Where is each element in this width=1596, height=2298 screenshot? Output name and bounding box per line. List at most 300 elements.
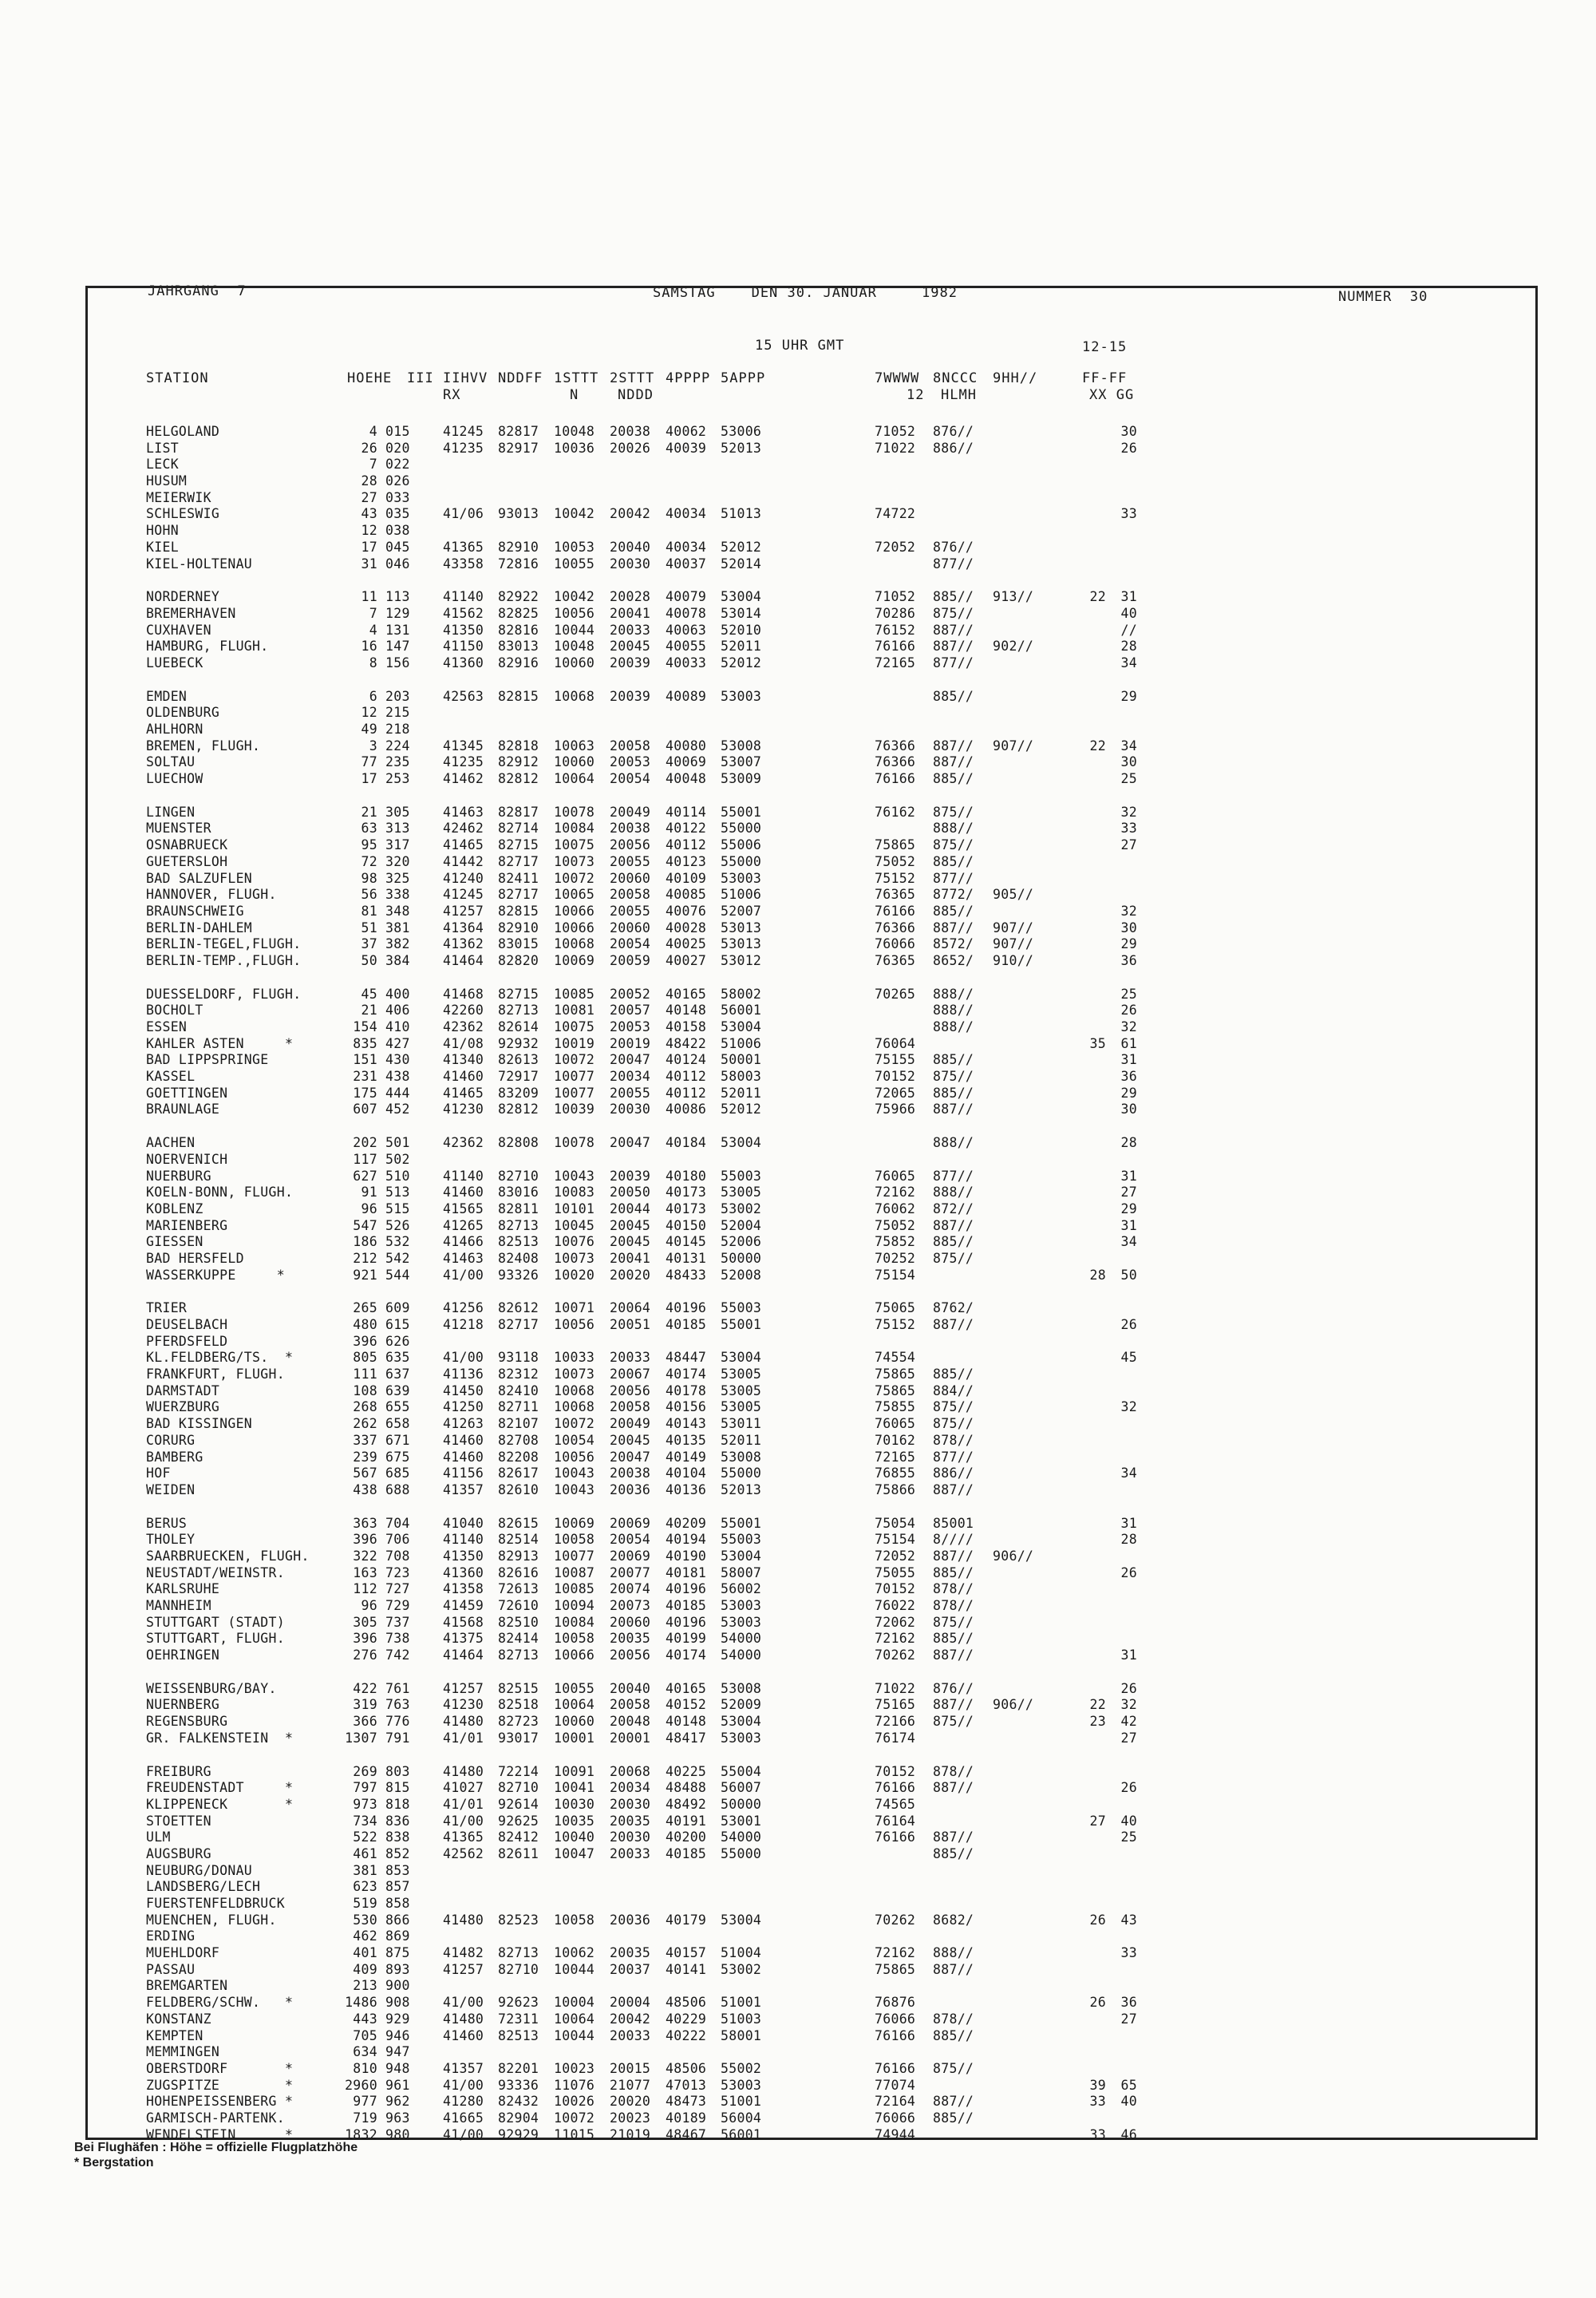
cell-nccc: 887// <box>933 1102 974 1117</box>
cell-iii: 818 <box>385 1796 410 1812</box>
cell-nddff: 82518 <box>498 1697 539 1713</box>
cell-appp: 53001 <box>721 1813 762 1829</box>
cell-iii: 382 <box>385 936 410 952</box>
cell-station-name: LUECHOW <box>146 771 203 787</box>
cell-pppp: 40033 <box>666 655 707 670</box>
cell-sttt1: 10056 <box>554 1449 595 1465</box>
cell-pppp: 40145 <box>666 1234 707 1250</box>
cell-wwww: 75866 <box>875 1481 916 1497</box>
cell-iii: 869 <box>385 1928 410 1944</box>
cell-pppp: 48447 <box>666 1350 707 1366</box>
cell-iihvv: 41/00 <box>443 1267 484 1283</box>
cell-appp: 53012 <box>721 952 762 968</box>
cell-appp: 52011 <box>721 1432 762 1448</box>
cell-nddff: 82611 <box>498 1845 539 1861</box>
cell-iihvv: 41156 <box>443 1465 484 1481</box>
range-label: 12-15 <box>1082 339 1128 355</box>
cell-hoehe: 163 <box>353 1564 377 1580</box>
cell-sttt1: 10084 <box>554 821 595 837</box>
cell-ff1: 35 <box>1089 1035 1106 1051</box>
cell-sttt2: 20001 <box>610 1730 651 1746</box>
cell-wwww: 70262 <box>875 1912 916 1928</box>
cell-iii: 655 <box>385 1399 410 1415</box>
cell-iii: 857 <box>385 1879 410 1895</box>
cell-sttt1: 10075 <box>554 837 595 853</box>
cell-sttt2: 21019 <box>610 2126 651 2142</box>
cell-pppp: 40196 <box>666 1300 707 1316</box>
cell-hoehe: 627 <box>353 1168 377 1184</box>
cell-iii: 963 <box>385 2110 410 2126</box>
cell-hoehe: 91 <box>361 1185 377 1200</box>
col-1sttt: 1STTT <box>554 370 599 386</box>
cell-sttt1: 10044 <box>554 622 595 638</box>
cell-nccc: 877// <box>933 870 974 886</box>
cell-hoehe: 7 <box>369 605 377 621</box>
cell-nddff: 82208 <box>498 1449 539 1465</box>
cell-sttt2: 20047 <box>610 1135 651 1151</box>
cell-nddff: 82510 <box>498 1614 539 1630</box>
cell-iihvv: 41136 <box>443 1367 484 1382</box>
cell-appp: 53003 <box>721 1730 762 1746</box>
cell-wwww: 74944 <box>875 2126 916 2142</box>
cell-station-name: PASSAU <box>146 1961 196 1977</box>
cell-station-name: HOF <box>146 1465 171 1481</box>
cell-ff2: 29 <box>1120 1200 1137 1216</box>
cell-iii: 033 <box>385 489 410 505</box>
cell-appp: 52007 <box>721 903 762 919</box>
cell-appp: 52010 <box>721 622 762 638</box>
cell-nccc: 875// <box>933 1399 974 1415</box>
cell-nddff: 93017 <box>498 1730 539 1746</box>
cell-hoehe: 530 <box>353 1912 377 1928</box>
cell-iihvv: 41460 <box>443 1432 484 1448</box>
cell-sttt1: 10060 <box>554 754 595 770</box>
cell-station-name: MARIENBERG <box>146 1217 228 1233</box>
cell-iii: 737 <box>385 1614 410 1630</box>
cell-appp: 53003 <box>721 2077 762 2093</box>
footnote-airport: Bei Flughäfen : Höhe = offizielle Flugplatzhöhe <box>74 2141 358 2154</box>
cell-hh: 907// <box>993 936 1034 952</box>
cell-nddff: 82717 <box>498 853 539 869</box>
cell-iii: 708 <box>385 1548 410 1564</box>
cell-wwww: 77074 <box>875 2077 916 2093</box>
cell-appp: 53004 <box>721 1019 762 1034</box>
cell-ff2: 30 <box>1120 920 1137 935</box>
cell-wwww: 74565 <box>875 1796 916 1812</box>
cell-pppp: 40112 <box>666 837 707 853</box>
cell-sttt1: 10065 <box>554 887 595 903</box>
cell-iii: 738 <box>385 1631 410 1647</box>
col-4pppp: 4PPPP <box>666 370 711 386</box>
cell-hoehe: 45 <box>361 986 377 1002</box>
cell-hoehe: 265 <box>353 1300 377 1316</box>
cell-appp: 53009 <box>721 771 762 787</box>
cell-sttt1: 10075 <box>554 1019 595 1034</box>
cell-nccc: 877// <box>933 655 974 670</box>
cell-hoehe: 108 <box>353 1382 377 1398</box>
col-n: N <box>570 387 579 403</box>
cell-wwww: 76166 <box>875 639 916 655</box>
cell-ff1: 23 <box>1089 1714 1106 1730</box>
cell-sttt2: 20030 <box>610 556 651 572</box>
cell-nccc: 885// <box>933 1234 974 1250</box>
cell-nccc: 875// <box>933 1069 974 1085</box>
cell-iihvv: 42362 <box>443 1135 484 1151</box>
cell-nddff: 82410 <box>498 1382 539 1398</box>
cell-iii: 761 <box>385 1680 410 1696</box>
cell-pppp: 40148 <box>666 1714 707 1730</box>
cell-hoehe: 1307 <box>345 1730 377 1746</box>
cell-hoehe: 63 <box>361 821 377 837</box>
cell-nddff: 93336 <box>498 2077 539 2093</box>
cell-pppp: 40174 <box>666 1367 707 1382</box>
cell-sttt1: 10064 <box>554 1697 595 1713</box>
cell-pppp: 40189 <box>666 2110 707 2126</box>
cell-iii: 338 <box>385 887 410 903</box>
cell-iihvv: 41/00 <box>443 2126 484 2142</box>
cell-nccc: 872// <box>933 1200 974 1216</box>
cell-nccc: 85001 <box>933 1515 974 1531</box>
cell-hoehe: 28 <box>361 473 377 489</box>
cell-sttt1: 10058 <box>554 1532 595 1548</box>
cell-nddff: 82312 <box>498 1367 539 1382</box>
cell-sttt2: 20034 <box>610 1780 651 1796</box>
cell-sttt1: 10047 <box>554 1845 595 1861</box>
cell-sttt1: 10068 <box>554 688 595 704</box>
cell-sttt1: 10039 <box>554 1102 595 1117</box>
cell-hoehe: 396 <box>353 1631 377 1647</box>
cell-nddff: 82523 <box>498 1912 539 1928</box>
cell-iii: 609 <box>385 1300 410 1316</box>
cell-station-name: STUTTGART, FLUGH. <box>146 1631 285 1647</box>
cell-wwww: 70162 <box>875 1432 916 1448</box>
cell-iii: 729 <box>385 1598 410 1613</box>
cell-appp: 55003 <box>721 1168 762 1184</box>
cell-sttt1: 10023 <box>554 2060 595 2076</box>
cell-iihvv: 41245 <box>443 887 484 903</box>
cell-hh: 905// <box>993 887 1034 903</box>
cell-nccc: 885// <box>933 589 974 605</box>
cell-wwww: 76855 <box>875 1465 916 1481</box>
cell-iii: 639 <box>385 1382 410 1398</box>
cell-iii: 015 <box>385 424 410 439</box>
cell-station-name: BERLIN-TEGEL,FLUGH. <box>146 936 302 952</box>
cell-sttt1: 10066 <box>554 1647 595 1663</box>
cell-station-name: NOERVENICH <box>146 1151 228 1167</box>
cell-nddff: 72613 <box>498 1581 539 1597</box>
cell-hoehe: 461 <box>353 1845 377 1861</box>
cell-station-name: TRIER <box>146 1300 188 1316</box>
cell-iii: 400 <box>385 986 410 1002</box>
cell-hoehe: 212 <box>353 1250 377 1266</box>
cell-station-name: AHLHORN <box>146 722 203 737</box>
cell-nddff: 83015 <box>498 936 539 952</box>
cell-nccc: 875// <box>933 1614 974 1630</box>
cell-nccc: 885// <box>933 1367 974 1382</box>
cell-nccc: 885// <box>933 1631 974 1647</box>
cell-pppp: 40114 <box>666 804 707 820</box>
cell-iihvv: 41/00 <box>443 1350 484 1366</box>
cell-sttt2: 20058 <box>610 887 651 903</box>
cell-iii: 438 <box>385 1069 410 1085</box>
cell-hoehe: 462 <box>353 1928 377 1944</box>
cell-iihvv: 41480 <box>443 1714 484 1730</box>
cell-station-name: CUXHAVEN <box>146 622 211 638</box>
cell-iihvv: 42260 <box>443 1003 484 1018</box>
cell-nddff: 82614 <box>498 1019 539 1034</box>
cell-appp: 52011 <box>721 639 762 655</box>
cell-station-name: MEMMINGEN <box>146 2044 220 2060</box>
col-nddd: NDDD <box>618 387 654 403</box>
cell-nccc: 888// <box>933 1945 974 1961</box>
cell-wwww: 75052 <box>875 853 916 869</box>
cell-station-name: MUENCHEN, FLUGH. <box>146 1912 277 1928</box>
cell-pppp: 47013 <box>666 2077 707 2093</box>
cell-iihvv: 41465 <box>443 837 484 853</box>
cell-nccc: 875// <box>933 1714 974 1730</box>
cell-sttt2: 20042 <box>610 2011 651 2027</box>
cell-sttt2: 20038 <box>610 424 651 439</box>
cell-nddff: 82811 <box>498 1200 539 1216</box>
cell-sttt2: 20055 <box>610 853 651 869</box>
cell-station-name: BERUS <box>146 1515 188 1531</box>
cell-sttt1: 10076 <box>554 1234 595 1250</box>
cell-appp: 53005 <box>721 1382 762 1398</box>
cell-ff2: 33 <box>1120 821 1137 837</box>
cell-iihvv: 41466 <box>443 1234 484 1250</box>
cell-nddff: 92932 <box>498 1035 539 1051</box>
cell-pppp: 48506 <box>666 2060 707 2076</box>
cell-wwww: 75052 <box>875 1217 916 1233</box>
cell-wwww: 76164 <box>875 1813 916 1829</box>
cell-ff2: 28 <box>1120 1532 1137 1548</box>
cell-iii: 526 <box>385 1217 410 1233</box>
cell-hoehe: 705 <box>353 2027 377 2043</box>
cell-ff2: 28 <box>1120 639 1137 655</box>
cell-wwww: 75154 <box>875 1267 916 1283</box>
cell-iii: 129 <box>385 605 410 621</box>
cell-appp: 52009 <box>721 1697 762 1713</box>
cell-wwww: 76062 <box>875 1200 916 1216</box>
cell-iii: 671 <box>385 1432 410 1448</box>
cell-hoehe: 305 <box>353 1614 377 1630</box>
cell-sttt1: 10040 <box>554 1829 595 1845</box>
cell-pppp: 40229 <box>666 2011 707 2027</box>
cell-appp: 51006 <box>721 1035 762 1051</box>
cell-iihvv: 41/06 <box>443 506 484 522</box>
cell-hoehe: 72 <box>361 853 377 869</box>
cell-nddff: 82910 <box>498 539 539 555</box>
cell-pppp: 40190 <box>666 1548 707 1564</box>
cell-iihvv: 41365 <box>443 1829 484 1845</box>
cell-station-name: SCHLESWIG <box>146 506 220 522</box>
cell-station-name: LINGEN <box>146 804 196 820</box>
cell-wwww: 74722 <box>875 506 916 522</box>
cell-ff2: 36 <box>1120 1995 1137 2011</box>
cell-nddff: 82912 <box>498 754 539 770</box>
cell-hoehe: 519 <box>353 1896 377 1911</box>
cell-wwww: 76066 <box>875 2011 916 2027</box>
cell-hoehe: 719 <box>353 2110 377 2126</box>
cell-nddff: 72214 <box>498 1763 539 1779</box>
cell-sttt2: 20045 <box>610 1217 651 1233</box>
cell-sttt2: 20049 <box>610 804 651 820</box>
cell-pppp: 40112 <box>666 1085 707 1101</box>
cell-wwww: 76064 <box>875 1035 916 1051</box>
cell-iii: 203 <box>385 688 410 704</box>
cell-nccc: 887// <box>933 920 974 935</box>
cell-station-name: REGENSBURG <box>146 1714 228 1730</box>
cell-ff2: 28 <box>1120 1135 1137 1151</box>
cell-wwww: 76365 <box>875 952 916 968</box>
cell-sttt1: 10071 <box>554 1300 595 1316</box>
cell-pppp: 40135 <box>666 1432 707 1448</box>
cell-station-name: WUERZBURG <box>146 1399 220 1415</box>
cell-pppp: 40079 <box>666 589 707 605</box>
cell-sttt1: 10068 <box>554 1399 595 1415</box>
cell-iihvv: 41360 <box>443 1564 484 1580</box>
cell-hoehe: 797 <box>353 1780 377 1796</box>
cell-sttt2: 20030 <box>610 1102 651 1117</box>
cell-ff1: 28 <box>1089 1267 1106 1283</box>
cell-appp: 53008 <box>721 738 762 753</box>
cell-appp: 55000 <box>721 1465 762 1481</box>
cell-pppp: 40181 <box>666 1564 707 1580</box>
cell-pppp: 40112 <box>666 1069 707 1085</box>
cell-sttt1: 10066 <box>554 920 595 935</box>
cell-appp: 55003 <box>721 1300 762 1316</box>
cell-hoehe: 11 <box>361 589 377 605</box>
cell-iii: 980 <box>385 2126 410 2142</box>
cell-appp: 51004 <box>721 1945 762 1961</box>
cell-iii: 704 <box>385 1515 410 1531</box>
cell-sttt1: 10077 <box>554 1085 595 1101</box>
cell-hoehe: 12 <box>361 523 377 539</box>
cell-pppp: 48422 <box>666 1035 707 1051</box>
cell-station-name: HUSUM <box>146 473 188 489</box>
cell-hh: 907// <box>993 738 1034 753</box>
cell-nccc: 8572/ <box>933 936 974 952</box>
cell-iii: 235 <box>385 754 410 770</box>
cell-iihvv: 41/01 <box>443 1730 484 1746</box>
cell-iii: 501 <box>385 1135 410 1151</box>
cell-iihvv: 41/01 <box>443 1796 484 1812</box>
cell-ff1: 39 <box>1089 2077 1106 2093</box>
cell-sttt2: 20049 <box>610 1416 651 1432</box>
cell-pppp: 40196 <box>666 1581 707 1597</box>
cell-station-name: LECK <box>146 457 179 473</box>
cell-hoehe: 96 <box>361 1598 377 1613</box>
cell-iihvv: 41465 <box>443 1085 484 1101</box>
cell-sttt1: 10066 <box>554 903 595 919</box>
cell-wwww: 72166 <box>875 1714 916 1730</box>
cell-iii: 131 <box>385 622 410 638</box>
col-7wwww: 7WWWW <box>875 370 920 386</box>
cell-iii: 381 <box>385 920 410 935</box>
cell-iihvv: 41257 <box>443 1680 484 1696</box>
cell-ff2: 40 <box>1120 1813 1137 1829</box>
cell-sttt1: 10058 <box>554 1631 595 1647</box>
cell-sttt2: 20050 <box>610 1185 651 1200</box>
cell-appp: 53003 <box>721 870 762 886</box>
cell-station-name: KLIPPENECK * <box>146 1796 294 1812</box>
cell-appp: 53013 <box>721 920 762 935</box>
cell-appp: 53002 <box>721 1961 762 1977</box>
cell-sttt2: 20052 <box>610 986 651 1002</box>
cell-pppp: 40076 <box>666 903 707 919</box>
cell-station-name: KEMPTEN <box>146 2027 203 2043</box>
cell-nddff: 82815 <box>498 903 539 919</box>
cell-iii: 900 <box>385 1978 410 1994</box>
cell-appp: 53004 <box>721 1548 762 1564</box>
cell-iihvv: 41257 <box>443 903 484 919</box>
cell-sttt2: 20069 <box>610 1548 651 1564</box>
cell-iii: 026 <box>385 473 410 489</box>
cell-nccc: 875// <box>933 1250 974 1266</box>
cell-iihvv: 41357 <box>443 1481 484 1497</box>
cell-hoehe: 3 <box>369 738 377 753</box>
cell-hoehe: 262 <box>353 1416 377 1432</box>
cell-nddff: 82610 <box>498 1481 539 1497</box>
cell-iihvv: 41357 <box>443 2060 484 2076</box>
cell-station-name: STUTTGART (STADT) <box>146 1614 285 1630</box>
cell-hh: 906// <box>993 1548 1034 1564</box>
cell-hoehe: 396 <box>353 1532 377 1548</box>
cell-wwww: 75865 <box>875 1382 916 1398</box>
cell-sttt2: 20056 <box>610 1647 651 1663</box>
cell-nddff: 82613 <box>498 1052 539 1068</box>
cell-appp: 53005 <box>721 1367 762 1382</box>
cell-nddff: 93118 <box>498 1350 539 1366</box>
cell-iihvv: 41340 <box>443 1052 484 1068</box>
cell-station-name: NEUSTADT/WEINSTR. <box>146 1564 285 1580</box>
cell-sttt1: 10068 <box>554 1382 595 1398</box>
cell-sttt2: 20069 <box>610 1515 651 1531</box>
cell-pppp: 40222 <box>666 2027 707 2043</box>
col-5appp: 5APPP <box>721 370 766 386</box>
cell-sttt1: 10064 <box>554 771 595 787</box>
cell-pppp: 40196 <box>666 1614 707 1630</box>
cell-wwww: 76022 <box>875 1598 916 1613</box>
cell-appp: 52011 <box>721 1085 762 1101</box>
cell-station-name: FRANKFURT, FLUGH. <box>146 1367 285 1382</box>
cell-ff2: 50 <box>1120 1267 1137 1283</box>
cell-appp: 52012 <box>721 655 762 670</box>
cell-sttt2: 20035 <box>610 1631 651 1647</box>
cell-iihvv: 41480 <box>443 1912 484 1928</box>
cell-ff2: 31 <box>1120 1647 1137 1663</box>
cell-iihvv: 41460 <box>443 2027 484 2043</box>
cell-iihvv: 41240 <box>443 870 484 886</box>
cell-nccc: 878// <box>933 1763 974 1779</box>
cell-hoehe: 4 <box>369 622 377 638</box>
cell-nccc: 878// <box>933 1598 974 1613</box>
cell-sttt2: 20038 <box>610 821 651 837</box>
cell-pppp: 40174 <box>666 1647 707 1663</box>
cell-sttt2: 20033 <box>610 1350 651 1366</box>
cell-iii: 893 <box>385 1961 410 1977</box>
cell-station-name: OSNABRUECK <box>146 837 228 853</box>
cell-appp: 53007 <box>721 754 762 770</box>
cell-nccc: 887// <box>933 1829 974 1845</box>
cell-wwww: 76152 <box>875 622 916 638</box>
cell-nddff: 82710 <box>498 1780 539 1796</box>
cell-appp: 53004 <box>721 589 762 605</box>
cell-wwww: 75865 <box>875 837 916 853</box>
cell-appp: 55004 <box>721 1763 762 1779</box>
cell-sttt1: 10001 <box>554 1730 595 1746</box>
cell-station-name: BAD LIPPSPRINGE <box>146 1052 269 1068</box>
